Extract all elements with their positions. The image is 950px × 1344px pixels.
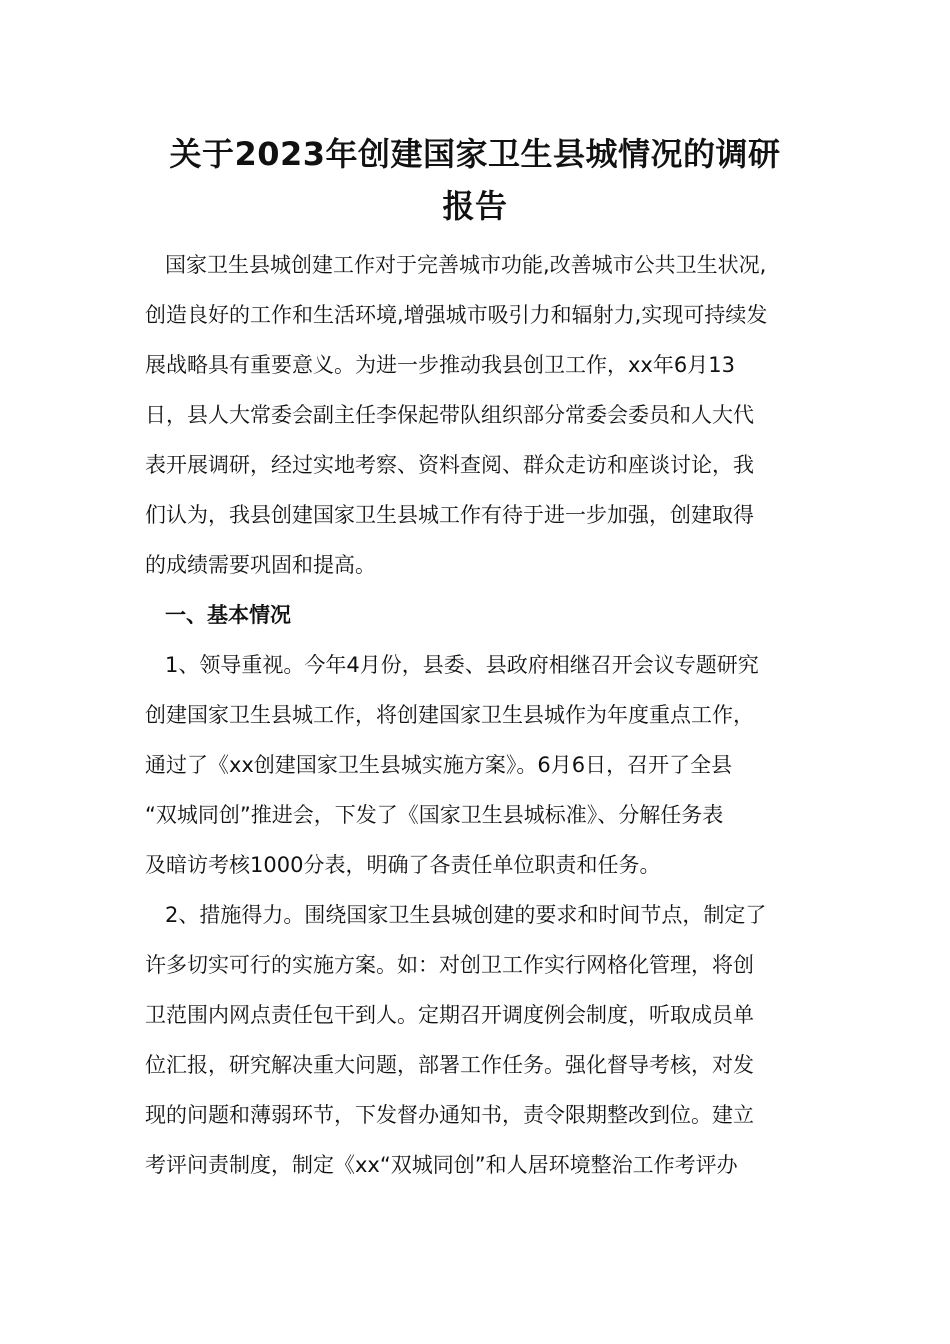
paragraph-line: 现的问题和薄弱环节，下发督办通知书，责令限期整改到位。建立	[145, 1103, 754, 1127]
paragraph-line: 位汇报，研究解决重大问题，部署工作任务。强化督导考核，对发	[145, 1053, 754, 1077]
paragraph-line: 及暗访考核1000分表，明确了各责任单位职责和任务。	[145, 853, 661, 877]
paragraph-line: 的成绩需要巩固和提高。	[145, 553, 376, 577]
paragraph-line: 日，县人大常委会副主任李保起带队组织部分常委会委员和人大代	[145, 403, 754, 427]
paragraph-line: 创造良好的工作和生活环境,增强城市吸引力和辐射力,实现可持续发	[145, 303, 768, 327]
paragraph-line: 创建国家卫生县城工作，将创建国家卫生县城作为年度重点工作，	[145, 703, 754, 727]
title-line: 报告	[442, 187, 508, 225]
paragraph-line: 通过了《xx创建国家卫生县城实施方案》。6月6日，召开了全县	[145, 753, 733, 777]
paragraph-line: 1、领导重视。今年4月份，县委、县政府相继召开会议专题研究	[165, 653, 759, 677]
paragraph-line: 表开展调研，经过实地考察、资料查阅、群众走访和座谈讨论，我	[145, 453, 754, 477]
paragraph-line: 们认为，我县创建国家卫生县城工作有待于进一步加强，创建取得	[145, 503, 754, 527]
paragraph-line: 2、措施得力。围绕国家卫生县城创建的要求和时间节点，制定了	[165, 903, 767, 927]
paragraph-line: 展战略具有重要意义。为进一步推动我县创卫工作，xx年6月13	[145, 353, 735, 377]
paragraph-line: 许多切实可行的实施方案。如：对创卫工作实行网格化管理，将创	[145, 953, 754, 977]
title-line: 关于2023年创建国家卫生县城情况的调研	[169, 135, 781, 173]
section-heading: 一、基本情况	[165, 603, 291, 627]
paragraph-line: 考评问责制度，制定《xx“双城同创”和人居环境整治工作考评办	[145, 1153, 738, 1177]
paragraph-line: 卫范围内网点责任包干到人。定期召开调度例会制度，听取成员单	[145, 1003, 754, 1027]
paragraph-line: “双城同创”推进会，下发了《国家卫生县城标准》、分解任务表	[145, 803, 724, 827]
document-body	[145, 240, 807, 1190]
paragraph-line: 国家卫生县城创建工作对于完善城市功能,改善城市公共卫生状况,	[165, 253, 767, 277]
document-title	[140, 128, 810, 232]
